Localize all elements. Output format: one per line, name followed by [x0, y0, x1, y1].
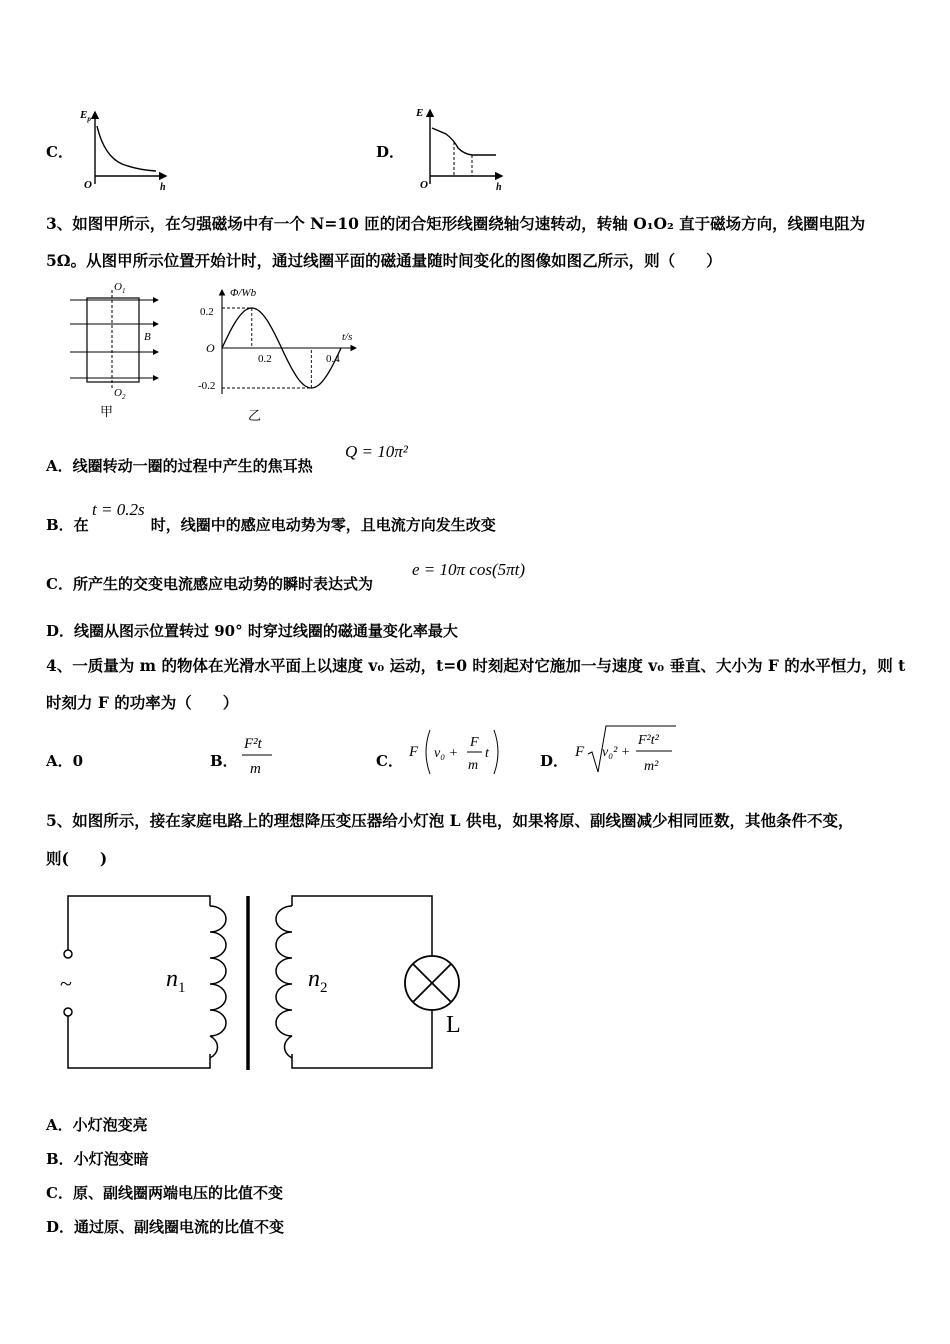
q3-option-c-text: C．所产生的交变电流感应电动势的瞬时表达式为: [46, 575, 373, 593]
q2-option-c-graph: [78, 104, 174, 192]
energy-curve: [432, 128, 496, 155]
chart-y-tick-negative: -0.2: [198, 380, 216, 392]
right-paren: [494, 730, 498, 774]
left-paren: [426, 730, 430, 774]
chart-y-tick-positive: 0.2: [200, 306, 214, 318]
q3-stem-line1: 3、如图甲所示，在匀强磁场中有一个 N=10 匝的闭合矩形线圈绕轴匀速转动，转轴 O₁O₂ 直于磁场方向，线圈电阻为: [46, 214, 866, 233]
q3-option-b-formula: t = 0.2s: [92, 500, 145, 519]
fraction-denominator: m²: [644, 759, 659, 774]
q5-option-b[interactable]: B．小灯泡变暗: [46, 1150, 149, 1168]
q3-flux-chart: [196, 282, 366, 422]
secondary-turns-label: $n_2$: [308, 966, 328, 996]
secondary-top-wire: [292, 896, 432, 956]
lamp-label: L: [446, 1012, 461, 1038]
q5-option-d[interactable]: D．通过原、副线圈电流的比值不变: [46, 1218, 285, 1236]
force-symbol: F: [409, 744, 419, 760]
q3-option-d[interactable]: [46, 620, 458, 641]
fraction-denominator: m: [250, 761, 261, 777]
q2-option-c-label: C．: [46, 143, 73, 161]
origin-label: O: [420, 179, 428, 191]
axis-x-label: h: [160, 182, 166, 192]
q3-option-c[interactable]: [46, 573, 373, 594]
chart-x-tick-2: 0.4: [326, 353, 340, 365]
axis-x-label: h: [496, 182, 502, 192]
q3-stem-line2: 5Ω。从图甲所示位置开始计时，通过线圈平面的磁通量随时间变化的图像如图乙所示，则（ ）: [46, 251, 722, 270]
v0-squared-term: v₀² +: [602, 745, 631, 760]
q4-option-d-formula: [572, 720, 682, 780]
q4-stem-line1: 4、一质量为 m 的物体在光滑水平面上以速度 v₀ 运动，t=0 时刻起对它施加一与速度 v₀ 垂直、大小为 F 的水平恒力，则 t: [46, 656, 906, 675]
terminal-bottom: [64, 1008, 72, 1016]
secondary-bottom-wire: [292, 1010, 432, 1068]
time-symbol: t: [485, 746, 489, 761]
figure-caption-jia: 甲: [100, 404, 114, 419]
primary-bottom-wire: [68, 1014, 210, 1068]
fraction-numerator: F: [470, 735, 479, 750]
q3-option-c-formula: e = 10π cos(5πt): [412, 560, 526, 579]
primary-turns-label: $n_1$: [166, 966, 186, 996]
axis-y-label: $E_p$: [80, 109, 91, 123]
secondary-coil: [276, 906, 292, 1058]
q3-option-b-prefix: B．在: [46, 516, 89, 534]
q4-option-b-formula: [238, 728, 278, 780]
q4-option-c-formula: [406, 724, 506, 780]
q3-figure-coil: [66, 280, 166, 420]
q2-option-d-graph: [410, 100, 510, 192]
q3-option-d-text: D．线圈从图示位置转过 90° 时穿过线圈的磁通量变化率最大: [46, 622, 458, 640]
fraction-denominator: m: [468, 758, 479, 773]
q3-option-a-text: A．线圈转动一圈的过程中产生的焦耳热: [46, 457, 313, 475]
axis-bottom-label: $O_2$: [114, 387, 126, 401]
field-label: B: [144, 331, 151, 343]
q3-option-a-formula: Q = 10π²: [345, 442, 408, 461]
figure-caption-yi: 乙: [248, 408, 262, 422]
terminal-top: [64, 950, 72, 958]
chart-x-label: t/s: [342, 331, 353, 343]
q2-option-d-label: D．: [376, 143, 405, 161]
q3-option-a[interactable]: [46, 455, 313, 476]
fraction-numerator: F²t²: [638, 733, 659, 748]
q4-stem-line2: 时刻力 F 的功率为（ ）: [46, 693, 239, 712]
force-symbol: F: [575, 744, 585, 760]
axis-top-label: $O_1$: [114, 281, 126, 295]
energy-curve: [97, 126, 156, 171]
ac-source-symbol: ~: [60, 971, 72, 996]
q5-option-c[interactable]: C．原、副线圈两端电压的比值不变: [46, 1184, 283, 1202]
q5-stem-line1: 5、如图所示，接在家庭电路上的理想降压变压器给小灯泡 L 供电，如果将原、副线圈减少相同匝数，其他条件不变，: [46, 811, 854, 830]
origin-label: O: [84, 179, 92, 191]
chart-origin: O: [206, 341, 215, 355]
q4-option-b[interactable]: B．: [210, 752, 238, 770]
chart-x-tick-1: 0.2: [258, 353, 272, 365]
axis-y-label: E: [416, 107, 424, 119]
v0-term: v₀ +: [434, 746, 459, 761]
q5-option-a[interactable]: A．小灯泡变亮: [46, 1116, 148, 1134]
q4-option-a[interactable]: A．0: [46, 752, 84, 770]
primary-coil: [210, 906, 226, 1058]
q5-stem-line2: 则( ): [46, 849, 108, 868]
coil-rect: [87, 298, 139, 382]
primary-top-wire: [68, 896, 210, 950]
q5-transformer-circuit: [50, 888, 480, 1078]
q3-option-b-suffix: 时，线圈中的感应电动势为零，且电流方向发生改变: [150, 516, 496, 534]
fraction-numerator: F²t: [244, 736, 262, 752]
q4-option-c[interactable]: C．: [376, 752, 403, 770]
q4-option-d[interactable]: D．: [540, 752, 569, 770]
chart-y-label: Φ/Wb: [230, 287, 257, 299]
